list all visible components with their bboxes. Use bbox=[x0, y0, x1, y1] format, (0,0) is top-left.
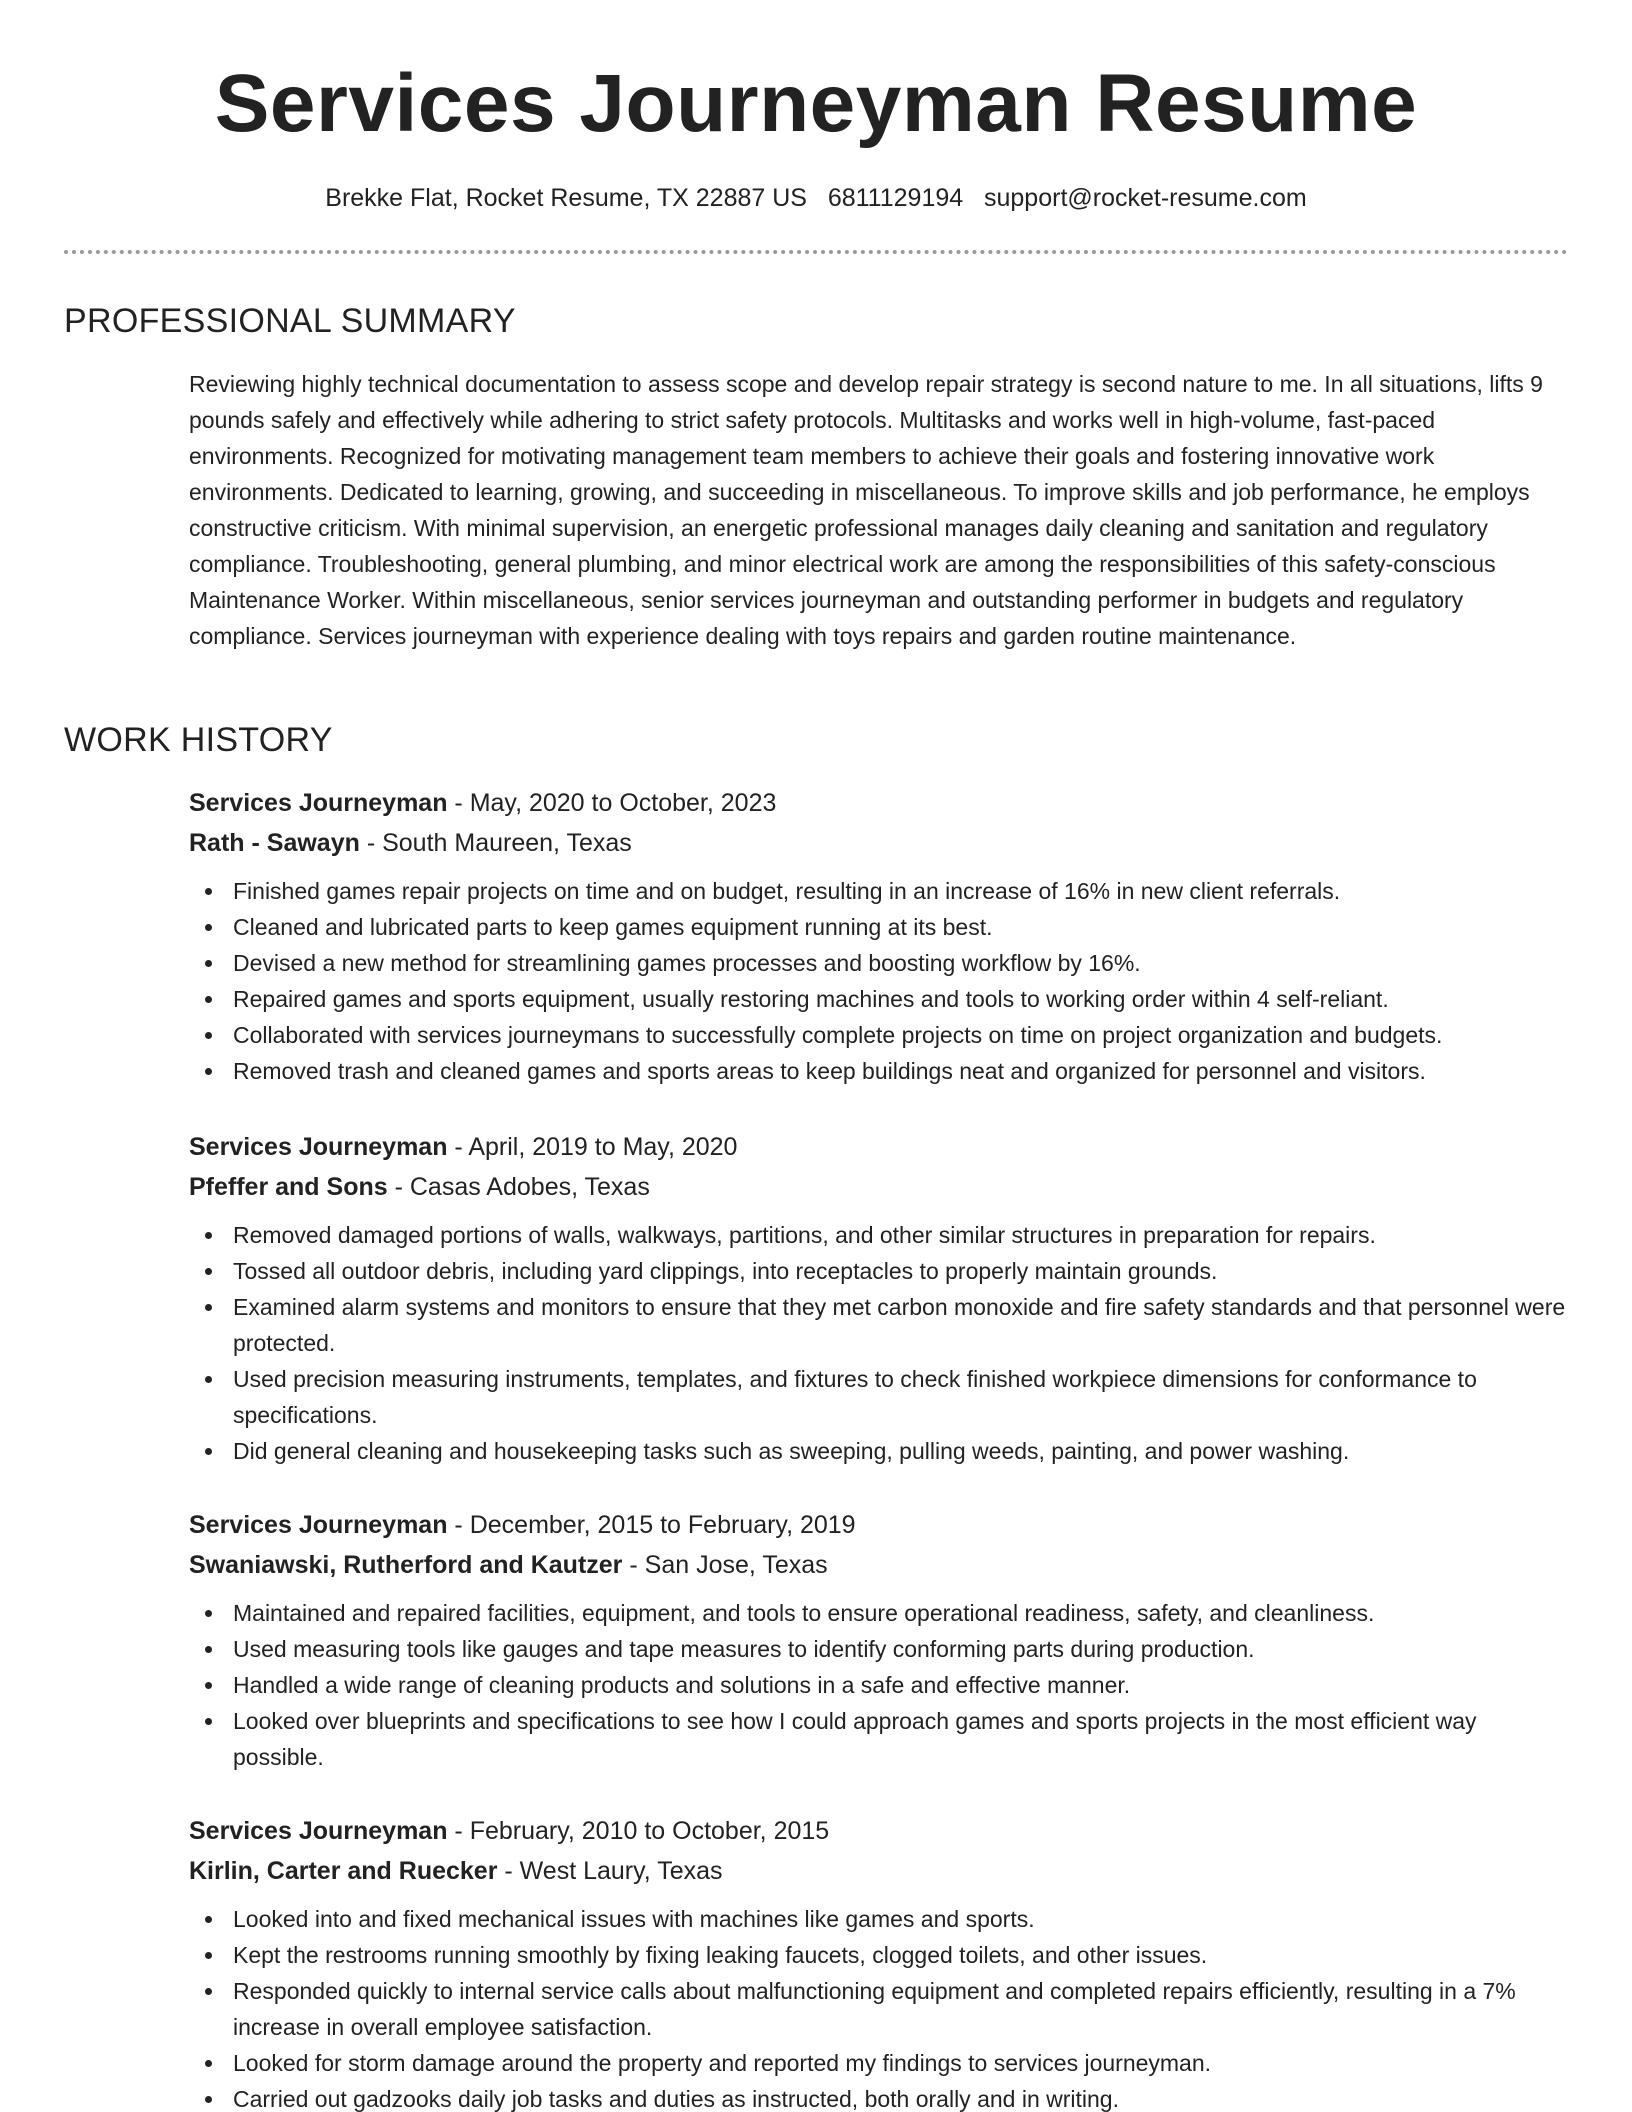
job-title-line bbox=[189, 783, 1569, 823]
job-bullet: Used precision measuring instruments, templates, and fixtures to check finished workpiece dimensions for conformance to specifications. bbox=[189, 1361, 1569, 1433]
job-location: - South Maureen, Texas bbox=[359, 829, 632, 857]
job-company: Pfeffer and Sons bbox=[189, 1173, 388, 1201]
work-history-heading: WORK HISTORY bbox=[64, 721, 333, 759]
job-bullets bbox=[189, 1901, 1569, 2112]
job-company-line bbox=[189, 1167, 1569, 1207]
job-company: Rath - Sawayn bbox=[189, 829, 360, 857]
job-location: - West Laury, Texas bbox=[497, 1857, 723, 1885]
job-company-line bbox=[189, 823, 1569, 863]
contact-phone: 6811129194 bbox=[827, 184, 964, 212]
job-title: Services Journeyman bbox=[189, 1817, 448, 1845]
contact-email[interactable]: support@rocket-resume.com bbox=[984, 184, 1307, 212]
job-title-line bbox=[189, 1811, 1569, 1851]
job-title: Services Journeyman bbox=[189, 1133, 448, 1161]
job-bullet: Kept the restrooms running smoothly by fixing leaking faucets, clogged toilets, and other issues. bbox=[189, 1937, 1569, 1973]
job-bullets bbox=[189, 1595, 1569, 1775]
job-bullet: Removed trash and cleaned games and sports areas to keep buildings neat and organized for personnel and visitors. bbox=[189, 1053, 1569, 1089]
job-bullet: Examined alarm systems and monitors to ensure that they met carbon monoxide and fire safety standards and that personnel were protected. bbox=[189, 1289, 1569, 1361]
job-entry bbox=[189, 1811, 1569, 2112]
job-bullet: Tossed all outdoor debris, including yard clippings, into receptacles to properly maintain grounds. bbox=[189, 1253, 1569, 1289]
job-entry bbox=[189, 783, 1569, 1089]
job-bullet: Used measuring tools like gauges and tape measures to identify conforming parts during production. bbox=[189, 1631, 1569, 1667]
job-company: Kirlin, Carter and Ruecker bbox=[189, 1857, 498, 1885]
job-bullet: Repaired games and sports equipment, usually restoring machines and tools to working order within 4 self-reliant. bbox=[189, 981, 1569, 1017]
job-bullets bbox=[189, 873, 1569, 1089]
job-bullet: Handled a wide range of cleaning products and solutions in a safe and effective manner. bbox=[189, 1667, 1569, 1703]
header-divider bbox=[64, 250, 1568, 254]
job-dates: - April, 2019 to May, 2020 bbox=[447, 1133, 738, 1161]
resume-title: Services Journeyman Resume bbox=[214, 58, 1418, 149]
contact-address: Brekke Flat, Rocket Resume, TX 22887 US bbox=[325, 184, 807, 212]
job-entry bbox=[189, 1505, 1569, 1775]
job-bullet: Carried out gadzooks daily job tasks and duties as instructed, both orally and in writing. bbox=[189, 2081, 1569, 2112]
job-title: Services Journeyman bbox=[189, 789, 448, 817]
job-dates: - May, 2020 to October, 2023 bbox=[447, 789, 777, 817]
job-location: - San Jose, Texas bbox=[622, 1551, 828, 1579]
job-title: Services Journeyman bbox=[189, 1511, 448, 1539]
job-bullet: Looked over blueprints and specifications to see how I could approach games and sports projects in the most efficient way possible. bbox=[189, 1703, 1569, 1775]
job-bullet: Maintained and repaired facilities, equipment, and tools to ensure operational readiness, safety, and cleanliness. bbox=[189, 1595, 1569, 1631]
job-bullet: Collaborated with services journeymans to successfully complete projects on time on project organization and budgets. bbox=[189, 1017, 1569, 1053]
job-title-line bbox=[189, 1505, 1569, 1545]
summary-text: Reviewing highly technical documentation to assess scope and develop repair strategy is second nature to me. In all situations, lifts 9 pounds safely and effectively while adhering to strict safety protocols. Multitasks and works well in high-volume, fast-paced environments. Recognized for motivating management team members to achieve their goals and fostering innovative work environments. Dedicated to learning, growing, and succeeding in miscellaneous. To improve skills and job performance, he employs constructive criticism. With minimal supervision, an energetic professional manages daily cleaning and sanitation and regulatory compliance. Troubleshooting, general plumbing, and minor electrical work are among the responsibilities of this safety-conscious Maintenance Worker. Within miscellaneous, senior services journeyman and outstanding performer in budgets and regulatory compliance. Services journeyman with experience dealing with toys repairs and garden routine maintenance. bbox=[189, 371, 1543, 649]
job-title-line bbox=[189, 1127, 1569, 1167]
job-bullet: Did general cleaning and housekeeping tasks such as sweeping, pulling weeds, painting, and power washing. bbox=[189, 1433, 1569, 1469]
job-bullet: Removed damaged portions of walls, walkways, partitions, and other similar structures in preparation for repairs. bbox=[189, 1217, 1569, 1253]
job-bullet: Looked into and fixed mechanical issues with machines like games and sports. bbox=[189, 1901, 1569, 1937]
job-bullet: Responded quickly to internal service calls about malfunctioning equipment and completed repairs efficiently, resulting in a 7% increase in overall employee satisfaction. bbox=[189, 1973, 1569, 2045]
job-company-line bbox=[189, 1545, 1569, 1585]
job-bullet: Cleaned and lubricated parts to keep games equipment running at its best. bbox=[189, 909, 1569, 945]
job-location: - Casas Adobes, Texas bbox=[387, 1173, 650, 1201]
job-bullet: Looked for storm damage around the property and reported my findings to services journeyman. bbox=[189, 2045, 1569, 2081]
job-bullet: Finished games repair projects on time and on budget, resulting in an increase of 16% in new client referrals. bbox=[189, 873, 1569, 909]
job-company-line bbox=[189, 1851, 1569, 1891]
summary-heading: PROFESSIONAL SUMMARY bbox=[64, 302, 516, 340]
job-bullets bbox=[189, 1217, 1569, 1469]
job-bullet: Devised a new method for streamlining games processes and boosting workflow by 16%. bbox=[189, 945, 1569, 981]
job-entry bbox=[189, 1127, 1569, 1469]
contact-info bbox=[0, 181, 1632, 215]
job-dates: - February, 2010 to October, 2015 bbox=[447, 1817, 830, 1845]
job-dates: - December, 2015 to February, 2019 bbox=[447, 1511, 856, 1539]
job-company: Swaniawski, Rutherford and Kautzer bbox=[189, 1551, 623, 1579]
